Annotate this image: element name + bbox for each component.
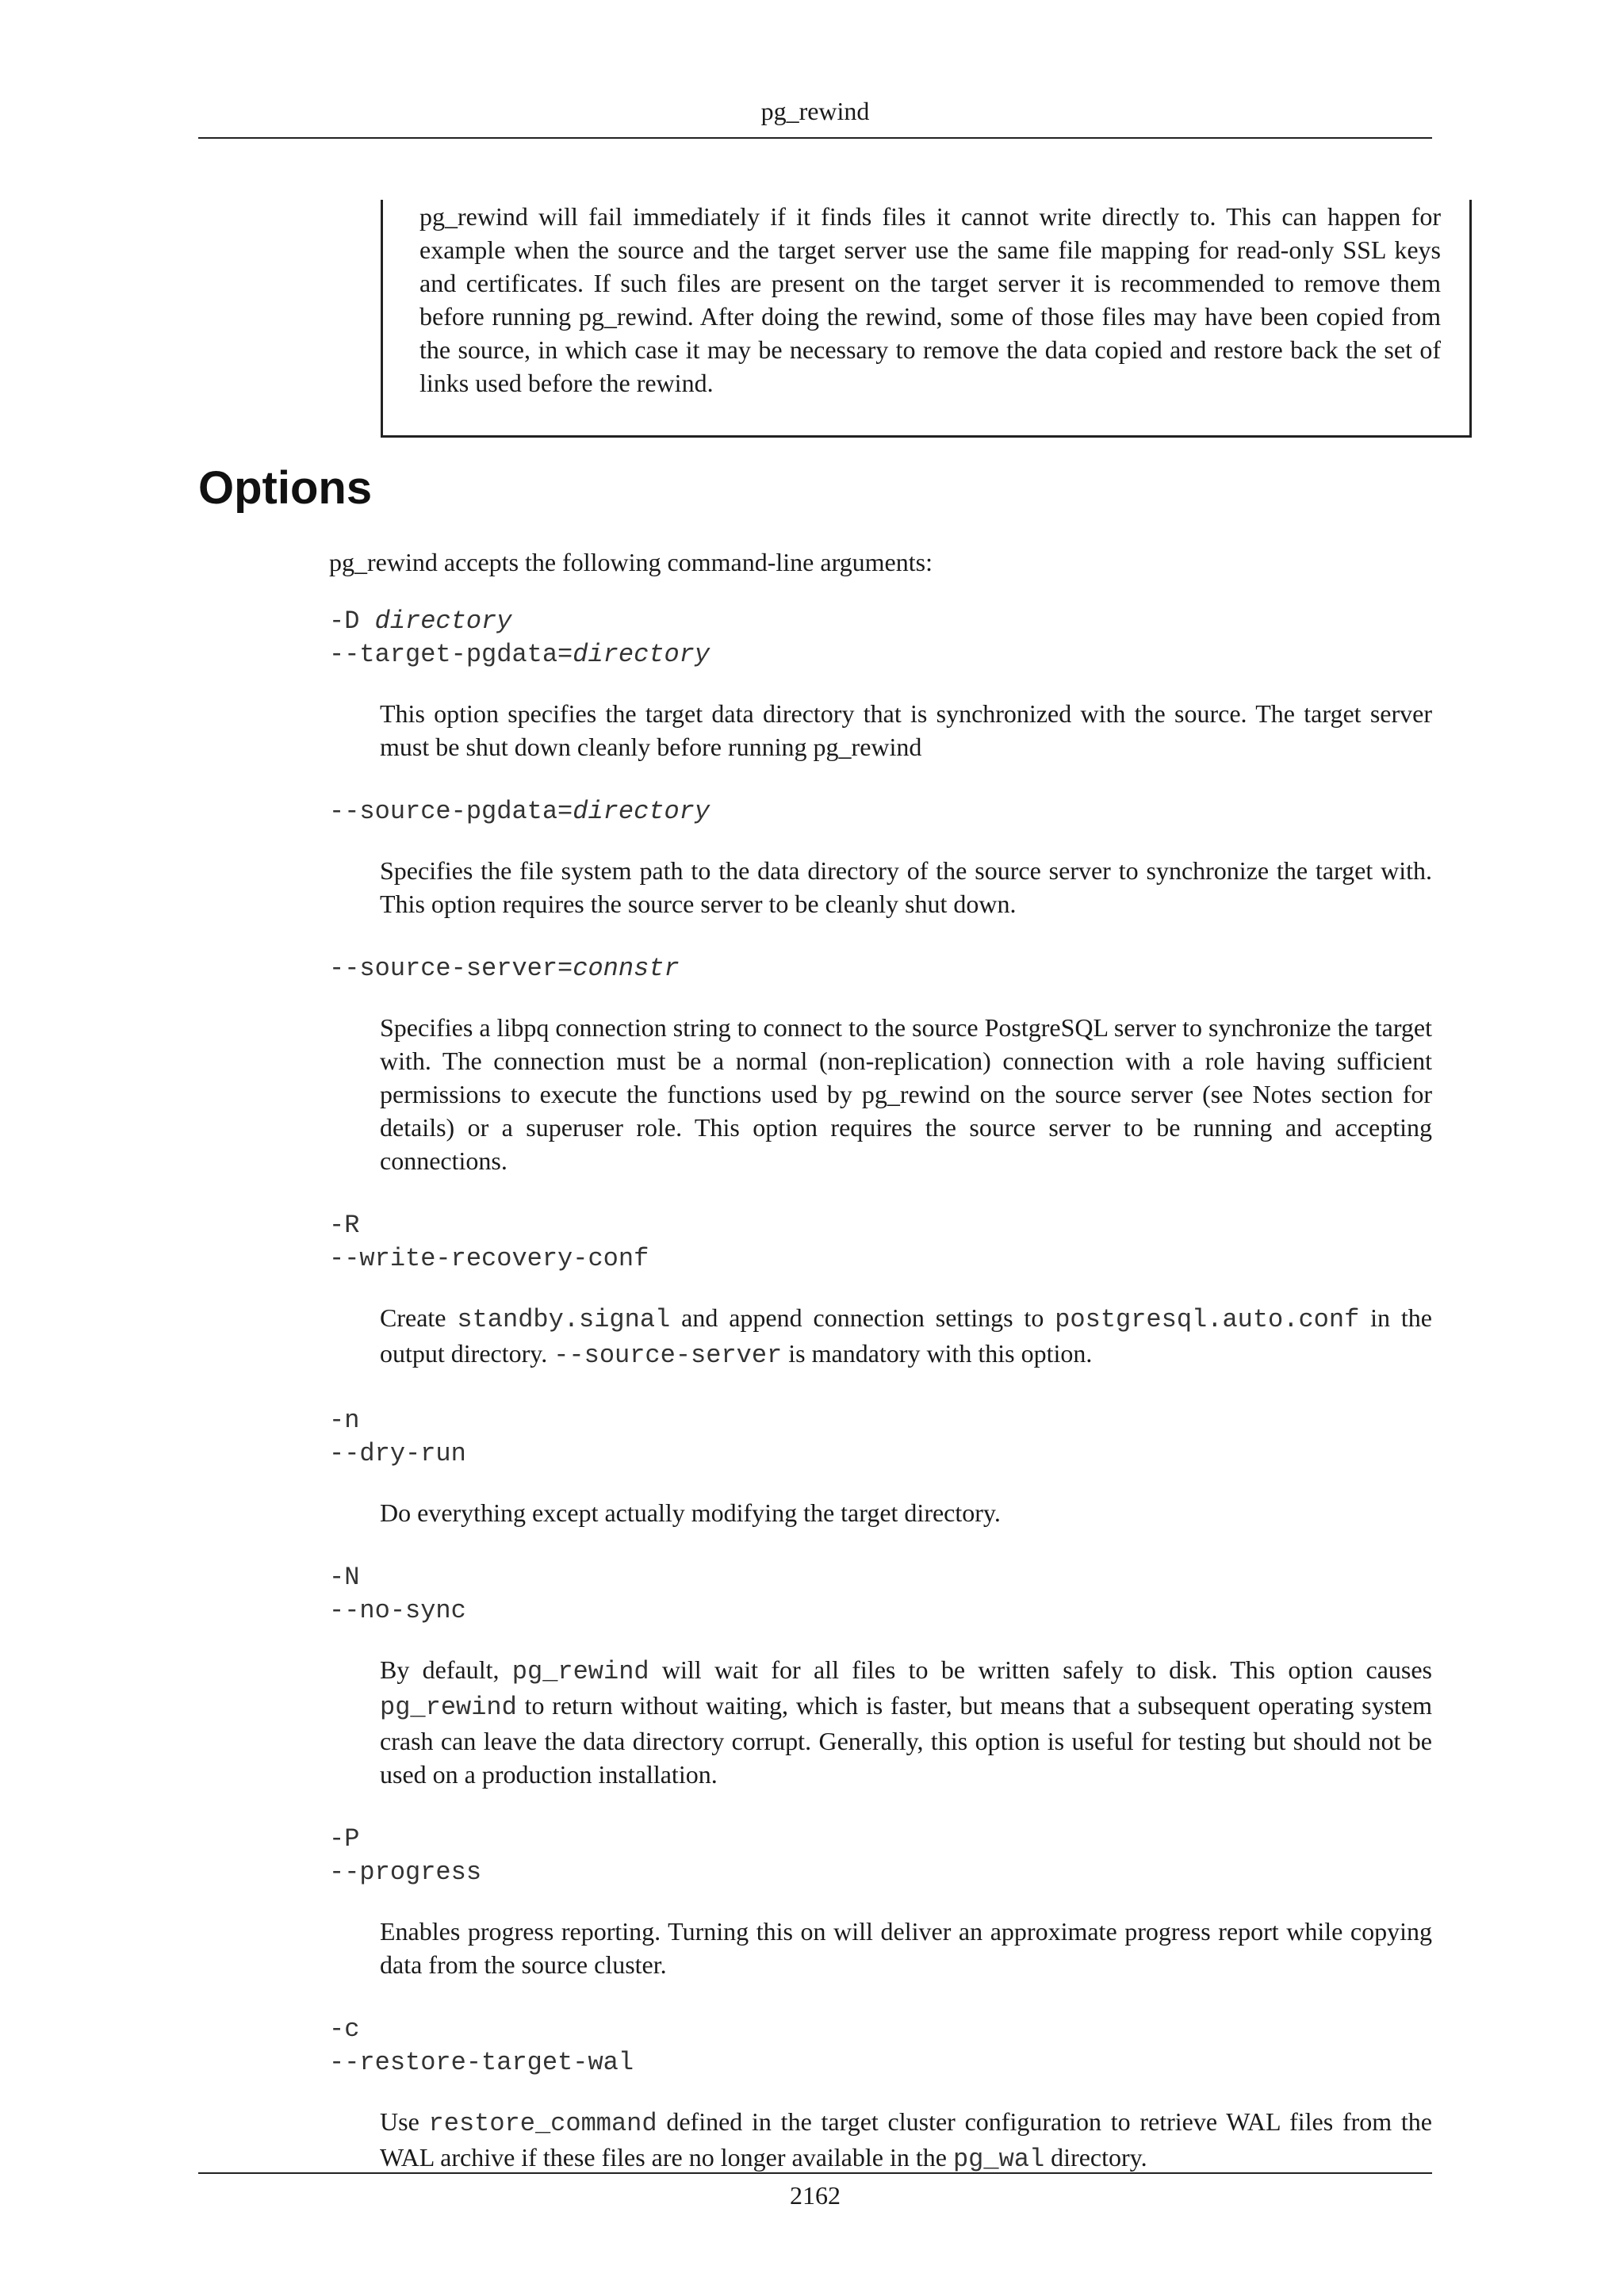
desc-text: Create	[380, 1303, 458, 1332]
option-arg: directory	[573, 640, 710, 669]
option-term: --write-recovery-conf	[329, 1244, 649, 1273]
option-source-pgdata	[329, 795, 1432, 920]
option-term: -N	[329, 1563, 360, 1592]
desc-text: to return without waiting, which is faster, but means that a subsequent operating system crash can leave the data directory corrupt. Generally, this option is useful for testing but should not be used on a production installation.	[380, 1691, 1432, 1789]
option-description	[380, 1653, 1432, 1791]
header-rule	[198, 137, 1432, 139]
option-arg: directory	[374, 607, 512, 636]
desc-text: in the output directory.	[380, 1303, 1433, 1368]
option-description: This option specifies the target data directory that is synchronized with the source. The target server must be shut down cleanly before running pg_rewind	[380, 699, 1432, 761]
note-box	[381, 200, 1472, 438]
desc-code: postgresql.auto.conf	[1055, 1305, 1360, 1334]
desc-code: standby.signal	[457, 1305, 671, 1334]
page-number: 2162	[790, 2181, 841, 2210]
option-description	[380, 1301, 1432, 1372]
option-description: Specifies the file system path to the data directory of the source server to synchronize the target with. This option requires the source server to be cleanly shut down.	[380, 856, 1432, 918]
section-heading: Options	[198, 462, 373, 514]
desc-text: and append connection settings to	[670, 1303, 1055, 1332]
option-dry-run	[329, 1404, 1432, 1529]
option-term: --progress	[329, 1858, 482, 1887]
option-term: -c	[329, 2015, 360, 2044]
option-source-server	[329, 952, 1432, 1177]
options-list	[329, 605, 1432, 2208]
option-term: --restore-target-wal	[329, 2048, 634, 2077]
option-flag: --source-pgdata=	[329, 797, 573, 826]
option-term: -P	[329, 1824, 360, 1854]
option-description: Specifies a libpq connection string to connect to the source PostgreSQL server to synchronize the target with. The connection must be a normal (non-replication) connection with a role having sufficient permissions to execute the functions used by pg_rewind on the source server (see Notes section for details) or a superuser role. This option requires the source server to be running and accepting connections.	[380, 1013, 1432, 1175]
option-term	[329, 952, 1432, 985]
option-restore-target-wal	[329, 2013, 1432, 2176]
option-arg: directory	[573, 797, 710, 826]
option-progress	[329, 1823, 1432, 1981]
option-arg: connstr	[573, 954, 680, 983]
footer-rule	[198, 2172, 1432, 2174]
desc-text: will wait for all files to be written safely to disk. This option causes	[649, 1655, 1433, 1684]
option-description	[380, 2105, 1432, 2176]
desc-code: pg_wal	[952, 2145, 1045, 2174]
note-text: pg_rewind will fail immediately if it finds files it cannot write directly to. This can happen for example when the source and the target server use the same file mapping for read-only SSL keys and certificates. If such files are present on the target server it is recommended to remove them before running pg_rewind. After doing the rewind, some of those files may have been copied from the source, in which case it may be necessary to remove the data copied and restore back the set of links used before the rewind.	[419, 202, 1441, 397]
option-term	[329, 605, 1432, 638]
option-flag: --target-pgdata=	[329, 640, 573, 669]
option-flag: --source-server=	[329, 954, 573, 983]
desc-code: restore_command	[428, 2109, 657, 2138]
option-term: --dry-run	[329, 1439, 466, 1468]
option-term: --no-sync	[329, 1596, 466, 1625]
running-header: pg_rewind	[760, 97, 870, 125]
option-term: -R	[329, 1211, 360, 1240]
option-term: -n	[329, 1406, 360, 1435]
desc-text: Use	[380, 2107, 429, 2136]
option-flag: -D	[329, 607, 375, 636]
option-no-sync	[329, 1561, 1432, 1791]
option-term	[329, 795, 1432, 828]
desc-code: --source-server	[553, 1341, 783, 1370]
desc-text: is mandatory with this option.	[782, 1339, 1093, 1368]
option-term	[329, 638, 1432, 672]
desc-text: directory.	[1044, 2143, 1147, 2172]
option-write-recovery-conf	[329, 1209, 1432, 1372]
option-target-pgdata	[329, 605, 1432, 763]
option-description: Enables progress reporting. Turning this on will deliver an approximate progress report while copying data from the source cluster.	[380, 1917, 1432, 1979]
desc-code: pg_rewind	[511, 1657, 649, 1686]
desc-text: By default,	[380, 1655, 512, 1684]
option-description: Do everything except actually modifying the target directory.	[380, 1498, 1001, 1527]
desc-text: defined in the target cluster configuration to retrieve WAL files from the WAL archive if these files are no longer available in the	[380, 2107, 1433, 2172]
section-intro: pg_rewind accepts the following command-line arguments:	[329, 548, 933, 576]
desc-code: pg_rewind	[380, 1693, 517, 1722]
